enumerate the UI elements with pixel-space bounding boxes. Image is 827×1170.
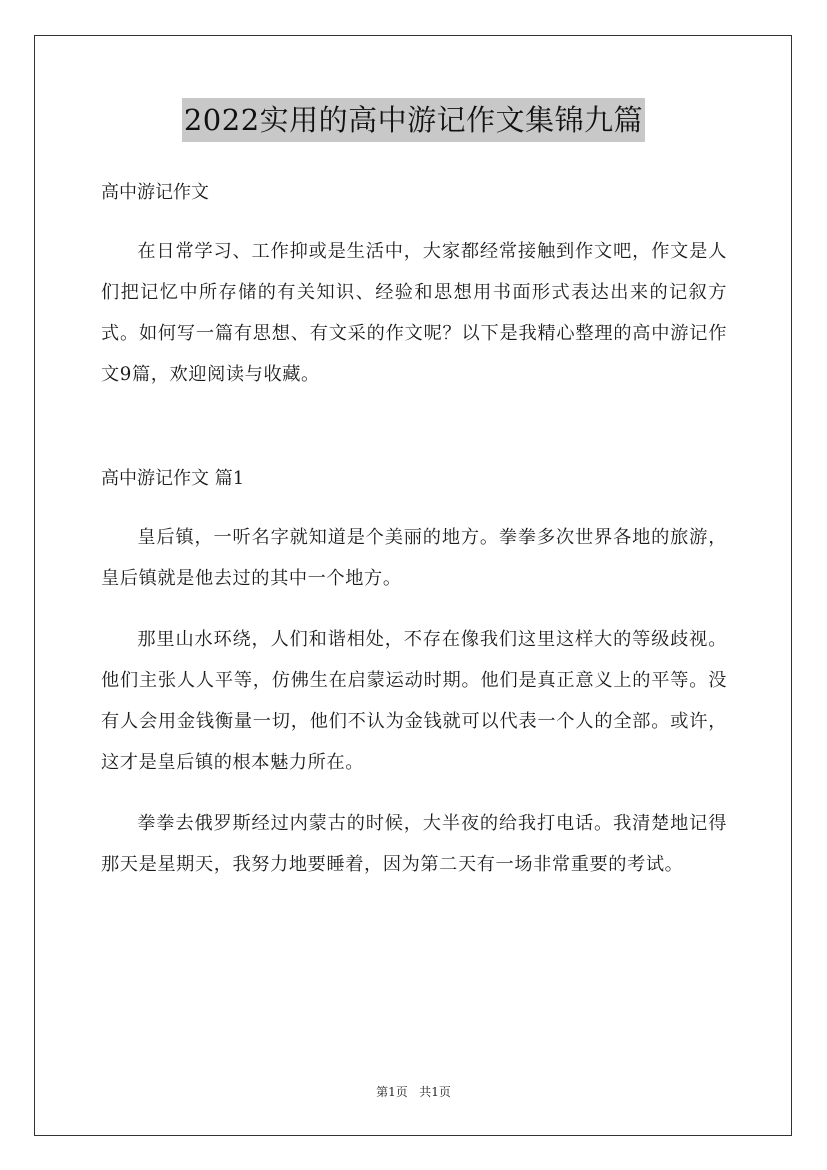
page-number-label: 第1页 共1页 xyxy=(376,1085,451,1099)
paragraph-essay-1-3: 拳拳去俄罗斯经过内蒙古的时候，大半夜的给我打电话。我清楚地记得那天是星期天，我努力地要睡着，因为第二天有一场非常重要的考试。 xyxy=(101,813,727,875)
paragraph-essay-1-2: 那里山水环绕，人们和谐相处，不存在像我们这里这样大的等级歧视。他们主张人人平等，仿佛生在启蒙运动时期。他们是真正意义上的平等。没有人会用金钱衡量一切，他们不认为金钱就可以代表一个人的全部。或许，这才是皇后镇的根本魅力所在。 xyxy=(101,629,727,773)
title-container xyxy=(0,98,827,142)
document-body xyxy=(101,173,727,885)
paragraph-intro: 在日常学习、工作抑或是生活中，大家都经常接触到作文吧，作文是人们把记忆中所存储的有关知识、经验和思想用书面形式表达出来的记叙方式。如何写一篇有思想、有文采的作文呢？以下是我精心整理的高中游记作文9篇，欢迎阅读与收藏。 xyxy=(101,241,727,385)
paragraph-essay-1-1: 皇后镇，一听名字就知道是个美丽的地方。拳拳多次世界各地的旅游，皇后镇就是他去过的其中一个地方。 xyxy=(101,527,727,589)
section-heading-intro: 高中游记作文 xyxy=(101,182,209,203)
page-footer xyxy=(0,1083,827,1100)
document-title: 2022实用的高中游记作文集锦九篇 xyxy=(182,98,645,142)
section-heading-essay-1: 高中游记作文 篇1 xyxy=(101,468,245,489)
